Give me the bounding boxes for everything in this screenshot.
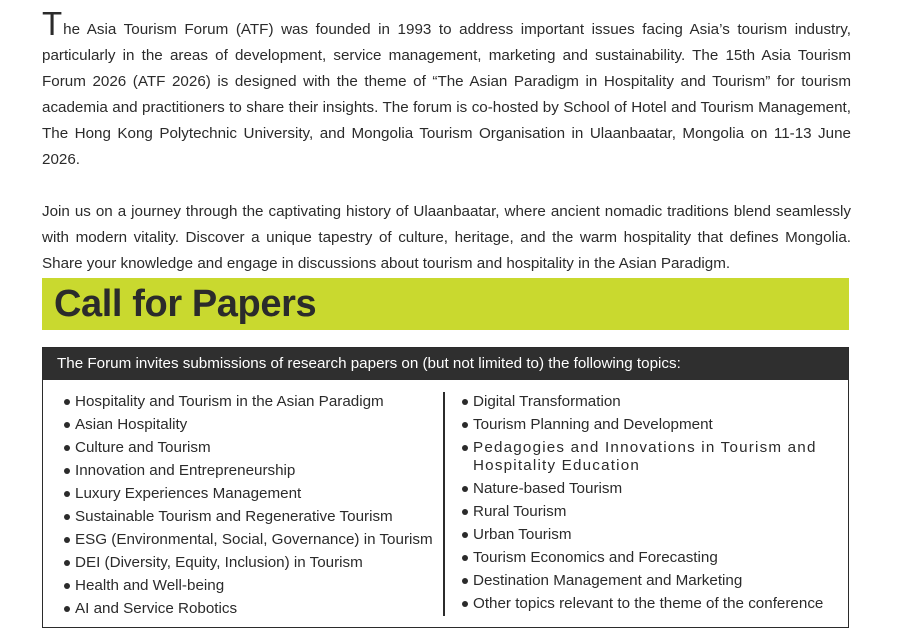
topics-list-right bbox=[462, 393, 827, 618]
list-item: Tourism Planning and Development bbox=[462, 416, 827, 434]
list-item: AI and Service Robotics bbox=[64, 600, 444, 618]
list-item: DEI (Diversity, Equity, Inclusion) in Tourism bbox=[64, 554, 444, 572]
list-item: Nature-based Tourism bbox=[462, 480, 827, 498]
intro-text bbox=[42, 5, 851, 277]
call-for-papers-title: Call for Papers bbox=[54, 283, 317, 325]
list-item: ESG (Environmental, Social, Governance) in Tourism bbox=[64, 531, 444, 549]
list-item: Health and Well-being bbox=[64, 577, 444, 595]
list-item: Innovation and Entrepreneurship bbox=[64, 462, 444, 480]
intro-paragraph-2: Join us on a journey through the captivating history of Ulaanbaatar, where ancient nomadic traditions blend seamlessly with modern vitality. Discover a unique tapestry of culture, heritage, and the warm hospitality that defines Mongolia. Share your knowledge and engage in discussions about tourism and hospitality in the Asian Paradigm. bbox=[42, 203, 851, 272]
intro-paragraph-1-text: he Asia Tourism Forum (ATF) was founded in 1993 to address important issues facing Asia’s tourism industry, particularly in the areas of development, service management, marketing and sustainability. The 15th Asia Tourism Forum 2026 (ATF 2026) is designed with the theme of “The Asian Paradigm in Hospitality and Tourism” for tourism academia and practitioners to share their insights. The forum is co-hosted by School of Hotel and Tourism Management, The Hong Kong Polytechnic University, and Mongolia Tourism Organisation in Ulaanbaatar, Mongolia on 11-13 June 2026. bbox=[42, 21, 851, 168]
list-item: Pedagogies and Innovations in Tourism and Hospitality Education bbox=[462, 439, 827, 475]
topics-list-left bbox=[64, 393, 444, 623]
list-item: Other topics relevant to the theme of the conference bbox=[462, 595, 827, 613]
list-item: Urban Tourism bbox=[462, 526, 827, 544]
list-item: Luxury Experiences Management bbox=[64, 485, 444, 503]
topics-header: The Forum invites submissions of research papers on (but not limited to) the following topics: bbox=[43, 348, 848, 380]
column-divider bbox=[443, 392, 445, 616]
list-item: Asian Hospitality bbox=[64, 416, 444, 434]
list-item: Hospitality and Tourism in the Asian Paradigm bbox=[64, 393, 444, 411]
intro-paragraph-1 bbox=[42, 5, 851, 173]
topics-box bbox=[42, 347, 849, 628]
list-item: Rural Tourism bbox=[462, 503, 827, 521]
list-item: Sustainable Tourism and Regenerative Tourism bbox=[64, 508, 444, 526]
drop-cap: T bbox=[42, 5, 63, 42]
list-item: Culture and Tourism bbox=[64, 439, 444, 457]
list-item: Digital Transformation bbox=[462, 393, 827, 411]
list-item: Destination Management and Marketing bbox=[462, 572, 827, 590]
list-item: Tourism Economics and Forecasting bbox=[462, 549, 827, 567]
call-for-papers-banner bbox=[42, 278, 849, 330]
